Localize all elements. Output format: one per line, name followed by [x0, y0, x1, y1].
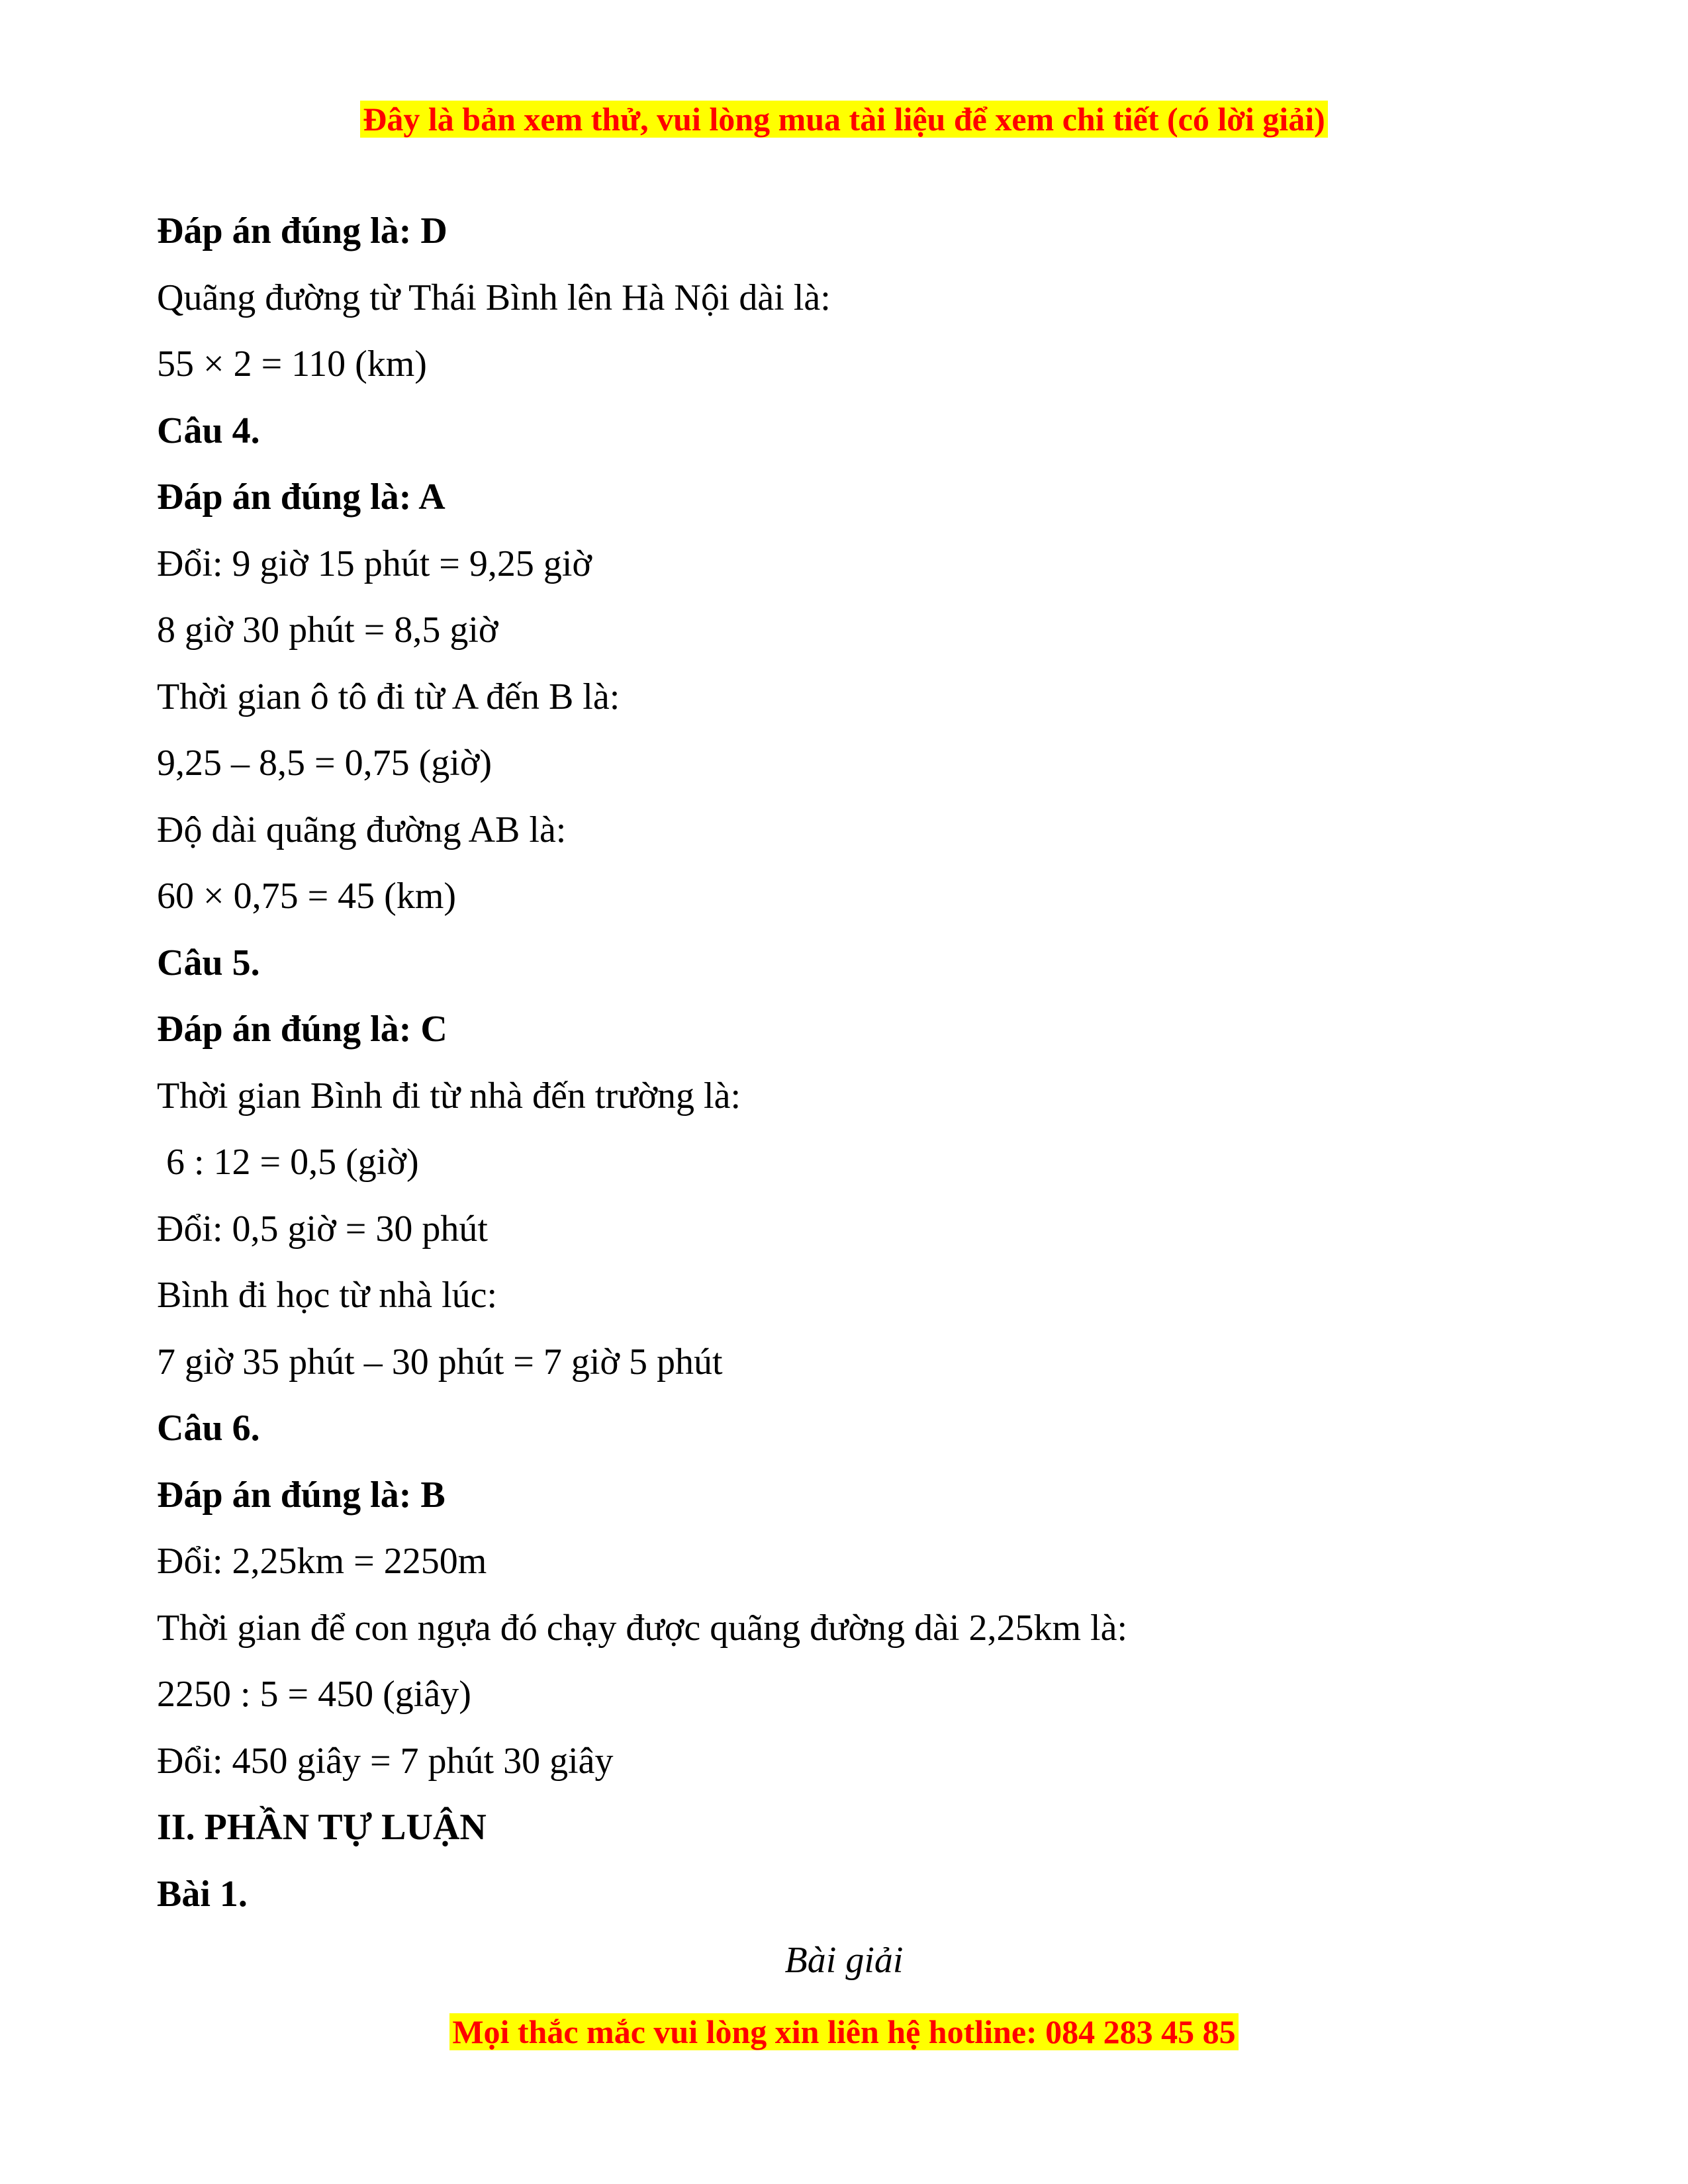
text-line: 6 : 12 = 0,5 (giờ) [157, 1142, 419, 1183]
heading-line: Đáp án đúng là: A [157, 477, 445, 518]
heading-line: Đáp án đúng là: B [157, 1474, 445, 1516]
text-line: Thời gian Bình đi từ nhà đến trường là: [157, 1075, 741, 1116]
heading-line: Đáp án đúng là: C [157, 1009, 447, 1050]
text-line: 2250 : 5 = 450 (giây) [157, 1674, 471, 1715]
text-line: Đổi: 450 giây = 7 phút 30 giây [157, 1740, 614, 1782]
heading-line: Câu 5. [157, 942, 260, 983]
heading-line: Câu 6. [157, 1408, 260, 1449]
hotline-banner [0, 2012, 1688, 2052]
hotline-text: Mọi thắc mắc vui lòng xin liên hệ hotline: 084 283 45 85 [449, 2013, 1238, 2050]
text-line: 8 giờ 30 phút = 8,5 giờ [157, 610, 498, 651]
preview-notice-text: Đây là bản xem thử, vui lòng mua tài liệu để xem chi tiết (có lời giải) [360, 101, 1327, 138]
document-body [157, 206, 1534, 2003]
heading-line: Câu 4. [157, 410, 260, 451]
text-line: 55 × 2 = 110 (km) [157, 343, 427, 385]
heading-line: Bài 1. [157, 1873, 248, 1915]
text-line: Quãng đường từ Thái Bình lên Hà Nội dài là: [157, 277, 831, 318]
text-line: Đổi: 9 giờ 15 phút = 9,25 giờ [157, 543, 592, 584]
text-line: 60 × 0,75 = 45 (km) [157, 876, 457, 917]
heading-line: Đáp án đúng là: D [157, 210, 447, 251]
text-line: Bình đi học từ nhà lúc: [157, 1275, 498, 1316]
text-line: Thời gian để con ngựa đó chạy được quãng đường dài 2,25km là: [157, 1607, 1128, 1649]
heading-line: II. PHẦN TỰ LUẬN [157, 1807, 487, 1848]
text-line: Đổi: 2,25km = 2250m [157, 1541, 487, 1582]
text-line: Đổi: 0,5 giờ = 30 phút [157, 1208, 488, 1250]
text-line: Thời gian ô tô đi từ A đến B là: [157, 676, 620, 717]
preview-notice-banner [0, 99, 1688, 139]
solution-title: Bài giải [784, 1940, 904, 1981]
text-line: Độ dài quãng đường AB là: [157, 809, 567, 850]
text-line: 7 giờ 35 phút – 30 phút = 7 giờ 5 phút [157, 1341, 723, 1383]
text-line: 9,25 – 8,5 = 0,75 (giờ) [157, 743, 492, 784]
